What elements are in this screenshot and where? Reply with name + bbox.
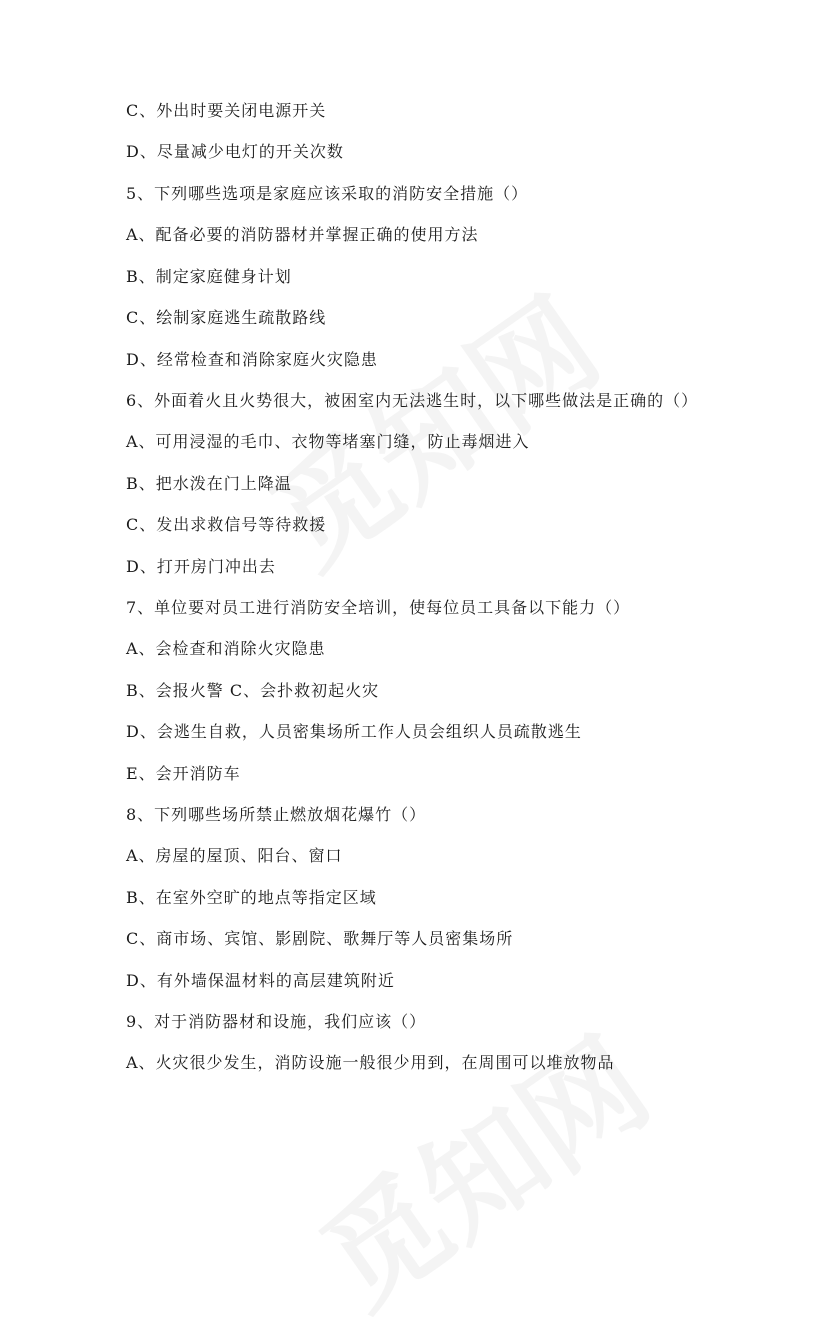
option-line: C、发出求救信号等待救援 xyxy=(126,515,327,534)
option-line: A、房屋的屋顶、阳台、窗口 xyxy=(126,846,343,865)
option-line: B、在室外空旷的地点等指定区域 xyxy=(126,888,377,907)
option-line: B、把水泼在门上降温 xyxy=(126,474,292,493)
option-line: D、会逃生自救，人员密集场所工作人员会组织人员疏散逃生 xyxy=(126,722,582,741)
option-line: C、商市场、宾馆、影剧院、歌舞厅等人员密集场所 xyxy=(126,929,514,948)
option-line: D、有外墙保温材料的高层建筑附近 xyxy=(126,971,395,990)
question-line: 7、单位要对员工进行消防安全培训，使每位员工具备以下能力（） xyxy=(126,598,631,617)
option-line: C、绘制家庭逃生疏散路线 xyxy=(126,308,327,327)
option-line: D、尽量减少电灯的开关次数 xyxy=(126,142,344,161)
option-line: A、可用浸湿的毛巾、衣物等堵塞门缝，防止毒烟进入 xyxy=(126,432,530,451)
option-line: A、配备必要的消防器材并掌握正确的使用方法 xyxy=(126,225,479,244)
watermark-logo xyxy=(233,252,627,599)
option-line: B、制定家庭健身计划 xyxy=(126,267,292,286)
option-line: D、经常检查和消除家庭火灾隐患 xyxy=(126,350,378,369)
option-line: A、会检查和消除火灾隐患 xyxy=(126,639,326,658)
question-line: 6、外面着火且火势很大，被困室内无法逃生时，以下哪些做法是正确的（） xyxy=(126,391,699,410)
question-line: 5、下列哪些选项是家庭应该采取的消防安全措施（） xyxy=(126,184,529,203)
watermark-logo xyxy=(283,992,677,1339)
option-line: B、会报火警 C、会扑救初起火灾 xyxy=(126,681,380,700)
option-line: C、外出时要关闭电源开关 xyxy=(126,101,327,120)
option-line: A、火灾很少发生，消防设施一般很少用到，在周围可以堆放物品 xyxy=(126,1053,615,1072)
option-line: E、会开消防车 xyxy=(126,764,241,783)
question-line: 9、对于消防器材和设施，我们应该（） xyxy=(126,1012,427,1031)
option-line: D、打开房门冲出去 xyxy=(126,557,276,576)
question-line: 8、下列哪些场所禁止燃放烟花爆竹（） xyxy=(126,805,427,824)
